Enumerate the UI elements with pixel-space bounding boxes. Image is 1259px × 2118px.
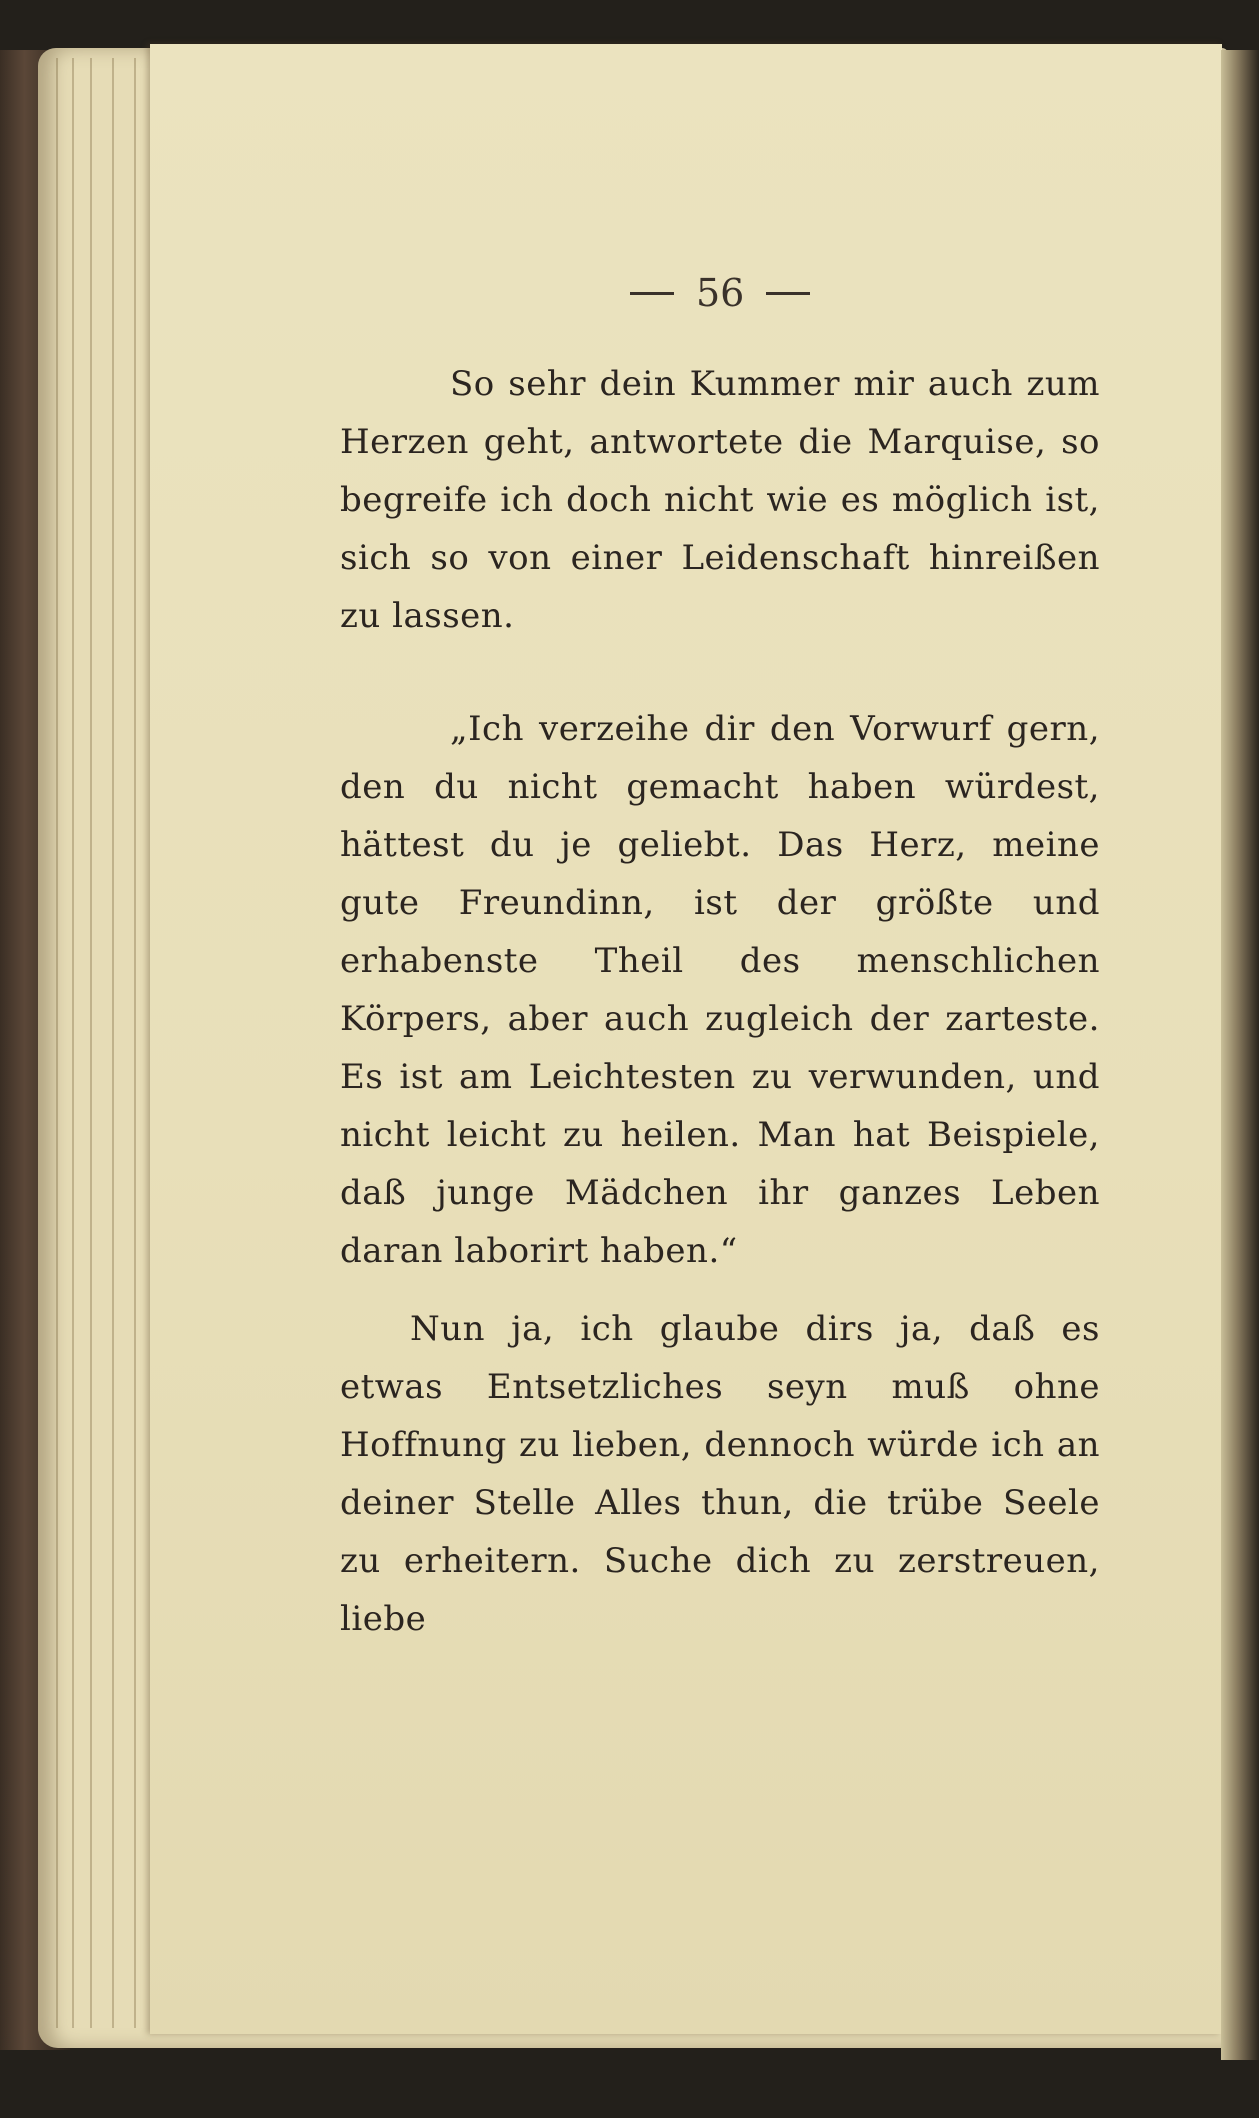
right-page-edge	[1221, 50, 1259, 2060]
header-dash-left	[630, 292, 674, 295]
paragraph-2: „Ich verzeihe dir den Vorwurf gern, den du nicht gemacht haben würdest, hättest du je geliebt. Das Herz, meine gute Freundinn, ist der größte und erhabenste Theil des menschlichen Körpers, aber auch zugleich der zarteste. Es ist am Leichtesten zu verwunden, und nicht leicht zu heilen. Man hat Beispiele, daß junge Mädchen ihr ganzes Leben daran laborirt haben.“	[340, 709, 1100, 1271]
page-header	[630, 268, 810, 318]
paragraph-1: So sehr dein Kummer mir auch zum Herzen geht, antwortete die Marquise, so begreife ich doch nicht wie es möglich ist, sich so von einer Leidenschaft hinreißen zu lassen.	[340, 364, 1100, 636]
header-dash-right	[766, 292, 810, 295]
paragraph-3: Nun ja, ich glaube dirs ja, daß es etwas Entsetzliches seyn muß ohne Hoffnung zu lieben, dennoch würde ich an deiner Stelle Alles thun, die trübe Seele zu erheitern. Suche dich zu zerstreuen, liebe	[340, 1309, 1100, 1639]
page-number: 56	[696, 271, 745, 315]
